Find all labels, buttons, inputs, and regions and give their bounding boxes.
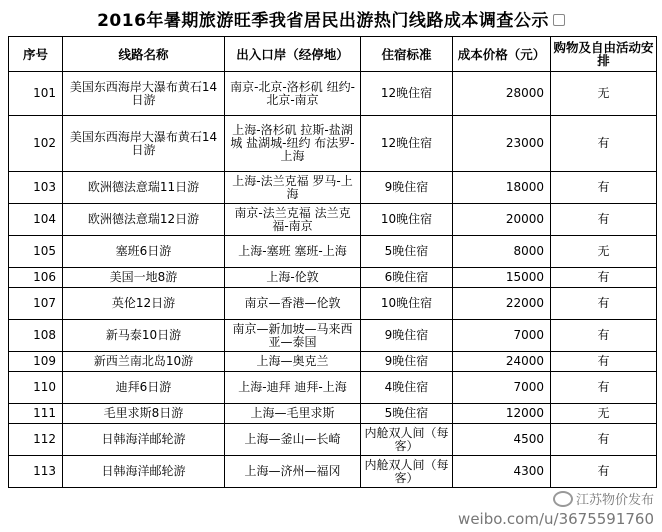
cell-price: 7000 [453, 320, 551, 352]
table-header-row [9, 37, 657, 72]
header-no: 序号 [9, 37, 63, 72]
cell-stay: 12晚住宿 [361, 116, 453, 172]
cell-no: 110 [9, 372, 63, 404]
header-shopping: 购物及自由活动安排 [551, 37, 657, 72]
cell-shopping: 有 [551, 204, 657, 236]
cell-shopping: 有 [551, 320, 657, 352]
cell-price: 23000 [453, 116, 551, 172]
cell-route: 毛里求斯8日游 [63, 404, 225, 424]
cell-shopping: 无 [551, 236, 657, 268]
table-row [9, 352, 657, 372]
cell-no: 104 [9, 204, 63, 236]
header-price: 成本价格（元） [453, 37, 551, 72]
expand-icon [553, 14, 565, 26]
cell-price: 4500 [453, 424, 551, 456]
cell-no: 107 [9, 288, 63, 320]
cell-shopping: 有 [551, 172, 657, 204]
cell-price: 22000 [453, 288, 551, 320]
cell-route: 欧洲德法意瑞12日游 [63, 204, 225, 236]
cell-stay: 9晚住宿 [361, 352, 453, 372]
cell-route: 美国一地8游 [63, 268, 225, 288]
cell-port: 上海—釜山—长崎 [225, 424, 361, 456]
cell-port: 上海—毛里求斯 [225, 404, 361, 424]
cell-shopping: 有 [551, 288, 657, 320]
cell-shopping: 有 [551, 372, 657, 404]
header-port: 出入口岸（经停地） [225, 37, 361, 72]
cell-price: 15000 [453, 268, 551, 288]
table-row [9, 404, 657, 424]
cell-stay: 6晚住宿 [361, 268, 453, 288]
cell-stay: 内舱双人间（每客） [361, 424, 453, 456]
table-row [9, 116, 657, 172]
cell-shopping: 有 [551, 456, 657, 488]
table-row [9, 288, 657, 320]
watermark-handle: 江苏物价发布 [553, 489, 654, 508]
cell-port: 南京—香港—伦敦 [225, 288, 361, 320]
cell-no: 113 [9, 456, 63, 488]
cell-port: 上海-迪拜 迪拜-上海 [225, 372, 361, 404]
cell-port: 南京-北京-洛杉矶 纽约-北京-南京 [225, 72, 361, 116]
cell-no: 108 [9, 320, 63, 352]
cell-stay: 12晚住宿 [361, 72, 453, 116]
table-row [9, 72, 657, 116]
cell-price: 12000 [453, 404, 551, 424]
cell-shopping: 有 [551, 424, 657, 456]
cell-price: 8000 [453, 236, 551, 268]
cell-price: 7000 [453, 372, 551, 404]
cell-no: 102 [9, 116, 63, 172]
table-row [9, 268, 657, 288]
cell-price: 24000 [453, 352, 551, 372]
cell-stay: 4晚住宿 [361, 372, 453, 404]
cell-no: 103 [9, 172, 63, 204]
cell-shopping: 有 [551, 116, 657, 172]
watermark-url: weibo.com/u/3675591760 [458, 510, 654, 528]
cell-route: 欧洲德法意瑞11日游 [63, 172, 225, 204]
table-row [9, 456, 657, 488]
cell-route: 迪拜6日游 [63, 372, 225, 404]
table-row [9, 372, 657, 404]
table-row [9, 204, 657, 236]
cell-route: 美国东西海岸大瀑布黄石14日游 [63, 72, 225, 116]
cell-port: 上海-伦敦 [225, 268, 361, 288]
cell-price: 20000 [453, 204, 551, 236]
cell-no: 111 [9, 404, 63, 424]
cell-route: 日韩海洋邮轮游 [63, 424, 225, 456]
header-stay: 住宿标准 [361, 37, 453, 72]
cell-port: 南京-法兰克福 法兰克福-南京 [225, 204, 361, 236]
cell-no: 112 [9, 424, 63, 456]
cell-route: 塞班6日游 [63, 236, 225, 268]
cell-shopping: 有 [551, 268, 657, 288]
cell-stay: 10晚住宿 [361, 204, 453, 236]
cell-route: 美国东西海岸大瀑布黄石14日游 [63, 116, 225, 172]
cell-stay: 9晚住宿 [361, 172, 453, 204]
cell-shopping: 有 [551, 352, 657, 372]
table-row [9, 320, 657, 352]
cell-no: 105 [9, 236, 63, 268]
table-row [9, 172, 657, 204]
cell-stay: 5晚住宿 [361, 236, 453, 268]
cell-no: 109 [9, 352, 63, 372]
weibo-icon [553, 491, 573, 507]
cell-no: 106 [9, 268, 63, 288]
cell-port: 上海-塞班 塞班-上海 [225, 236, 361, 268]
cell-route: 新马泰10日游 [63, 320, 225, 352]
page-title: 2016年暑期旅游旺季我省居民出游热门线路成本调查公示 [0, 6, 662, 31]
cell-no: 101 [9, 72, 63, 116]
header-route: 线路名称 [63, 37, 225, 72]
cell-shopping: 无 [551, 72, 657, 116]
cell-route: 英伦12日游 [63, 288, 225, 320]
cell-price: 4300 [453, 456, 551, 488]
cell-route: 新西兰南北岛10游 [63, 352, 225, 372]
cell-stay: 内舱双人间（每客） [361, 456, 453, 488]
table-row [9, 424, 657, 456]
cell-shopping: 无 [551, 404, 657, 424]
cell-port: 上海—奥克兰 [225, 352, 361, 372]
cell-route: 日韩海洋邮轮游 [63, 456, 225, 488]
cell-port: 上海-洛杉矶 拉斯-盐湖城 盐湖城-纽约 布法罗-上海 [225, 116, 361, 172]
cell-port: 上海—济州—福冈 [225, 456, 361, 488]
cell-price: 18000 [453, 172, 551, 204]
cell-port: 上海-法兰克福 罗马-上海 [225, 172, 361, 204]
cell-port: 南京—新加坡—马来西亚—泰国 [225, 320, 361, 352]
cell-price: 28000 [453, 72, 551, 116]
cell-stay: 5晚住宿 [361, 404, 453, 424]
cell-stay: 10晚住宿 [361, 288, 453, 320]
table-row [9, 236, 657, 268]
cell-stay: 9晚住宿 [361, 320, 453, 352]
route-cost-table [8, 36, 657, 488]
